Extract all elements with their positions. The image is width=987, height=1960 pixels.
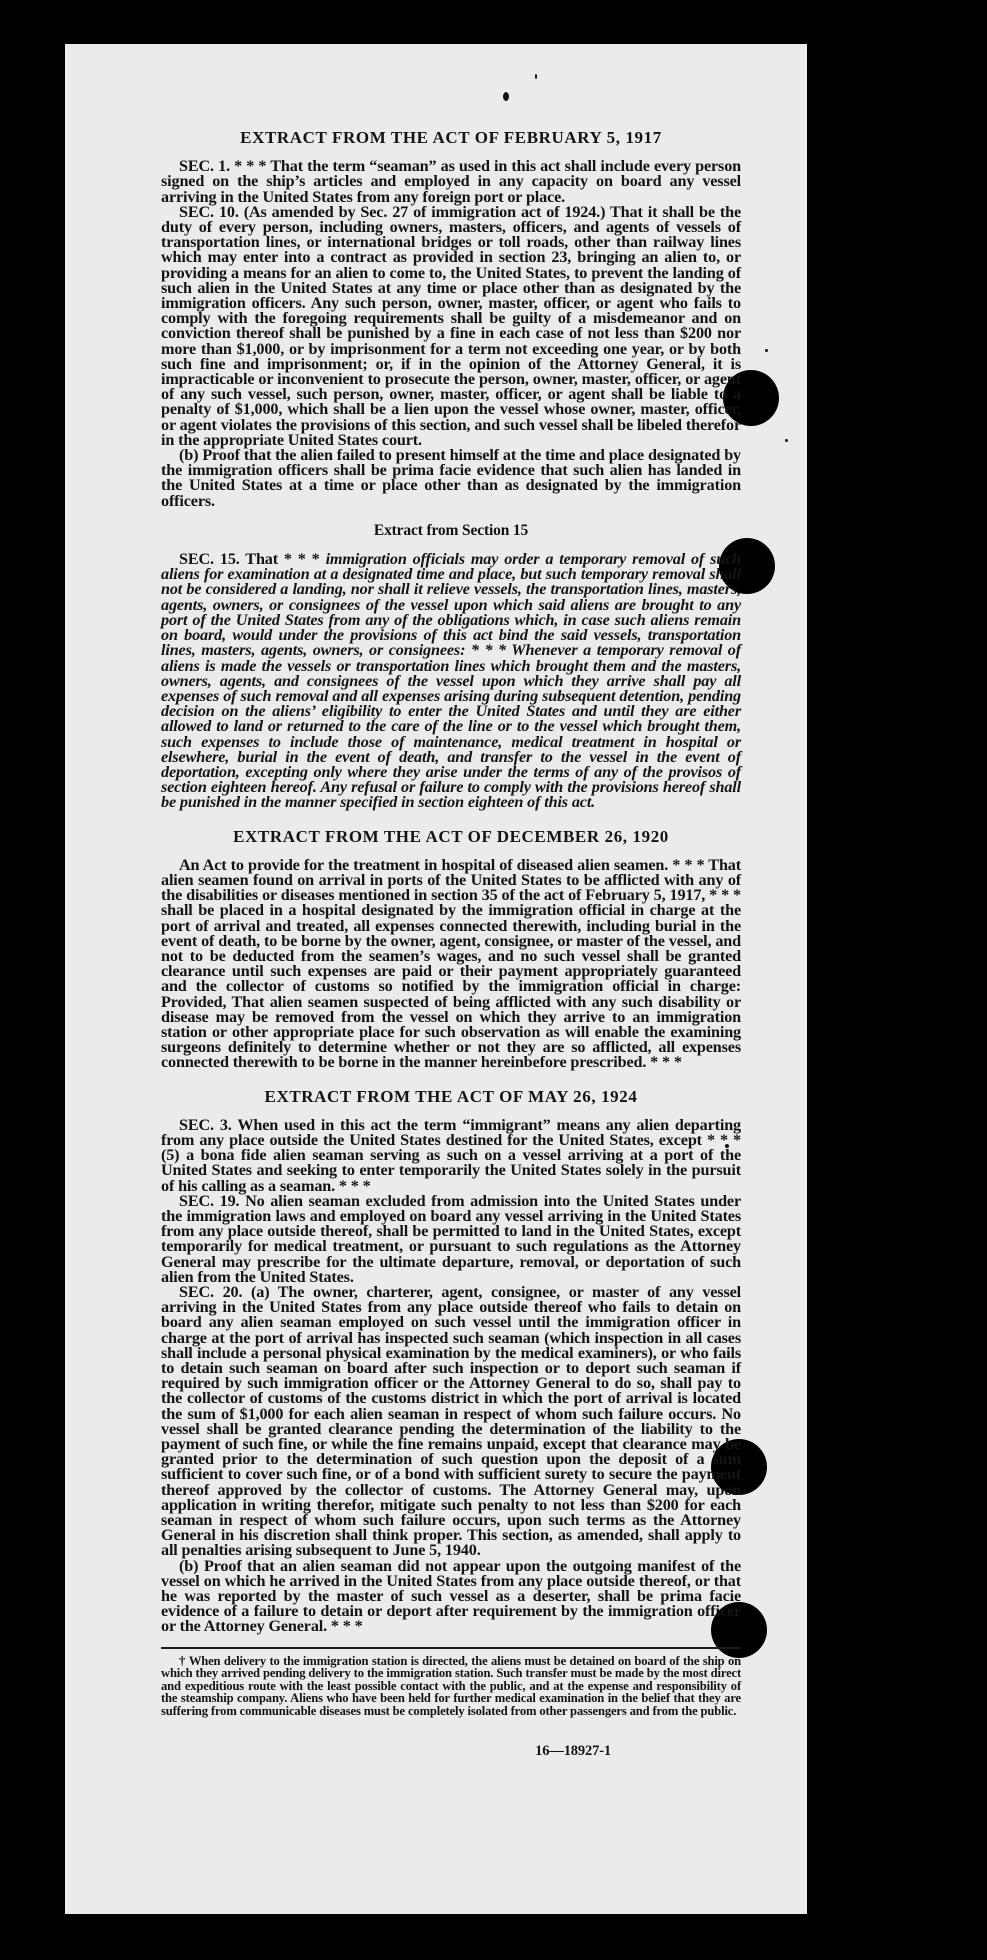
heading-act-dec-1920: EXTRACT FROM THE ACT OF DECEMBER 26, 1920 [233, 826, 669, 846]
sec-15-lead: SEC. 15. That * * * [179, 550, 326, 569]
paragraph-sec-20a: SEC. 20. (a) The owner, charterer, agent, consignee, or master of any vessel arriving in the United States from any place outside thereof who fails to detain on board any alien seaman employed on such vessel until the immigration officer in charge at the port of arrival has inspected such seaman (which inspection in all cases shall include a personal physical examination by the medical examiners), or who fails to detain such seaman on board after such inspection or to deport such seaman if required by such immigration officer or the Attorney General to do so, shall pay to the collector of customs of the customs district in which the port of arrival is located the sum of $1,000 for each alien seaman in respect of whom such failure occurs. No vessel shall be granted clearance pending the determination of the liability to the payment of such fine, or while the fine remains unpaid, except that clearance may be granted prior to the determination of such question upon the deposit of a sum sufficient to cover such fine, or of a bond with sufficient surety to secure the payment thereof approved by the collector of customs. The Attorney General may, upon application in writing therefor, mitigate such penalty to not less than $200 for each seaman in respect of whom such failure occurs, upon such terms as the Attorney General in his discretion shall think proper. This section, as amended, shall apply to all penalties arising subsequent to June 5, 1940. [161, 1283, 741, 1560]
sec-15-body: immigration officials may order a temporary removal of such aliens for examination at a designated time and place, but such temporary removal shall not be considered a landing, nor shall it relieve vessels, the transportation lines, masters, agents, owners, or consignees of the vessel upon which said aliens are brought to any port of the United States from any of the obligations which, in case such aliens remain on board, would under the provisions of this act bind the said vessels, transportation lines, masters, agents, owners, or consignees: * * * Whenever a temporary removal of aliens is made the vessels or transportation lines which brought them and the masters, owners, agents, and consignees of the vessel upon which they arrive shall pay all expenses of such removal and all expenses arising during subsequent detention, pending decision on the aliens’ eligibility to enter the United States and until they are either allowed to land or returned to the care of the line or to the vessel which brought them, such expenses to include those of maintenance, medical treatment in hospital or elsewhere, burial in the event of death, and transfer to the vessel in the event of deportation, excepting only where they arise under the terms of any of the provisos of section eighteen hereof. Any refusal or failure to comply with the provisions hereof shall be punished in the manner specified in section eighteen of this act. [161, 550, 741, 812]
paragraph-sec-19: SEC. 19. No alien seaman excluded from admission into the United States under the immigration laws and employed on board any vessel arriving in the United States from any place outside thereof, shall be permitted to land in the United States, except temporarily for medical treatment, or pursuant to such regulations as the Attorney General may prescribe for the ultimate departure, removal, or deportation of such alien from the United States. [161, 1191, 741, 1286]
section-15-block [161, 552, 741, 810]
paragraph-sec-15 [161, 552, 741, 810]
footnote: † When delivery to the immigration station is directed, the aliens must be detained on board of the ship on which they arrived pending delivery to the immigration station. Such transfer must be made by the most direct and expeditious route with the least possible contact with the public, and at the expense and responsibility of the steamship company. Aliens who have been held for further medical examination in the belief that they are suffering from communicable diseases must be completely isolated from other passengers and from the public. [161, 1653, 741, 1719]
ink-speck [785, 439, 788, 442]
heading-act-may-1924: EXTRACT FROM THE ACT OF MAY 26, 1924 [264, 1086, 638, 1106]
heading-section-15: Extract from Section 15 [373, 521, 529, 539]
paragraph-sec-10b: (b) Proof that the alien failed to present himself at the time and place designated by the immigration officers shall be prima facie evidence that such alien has landed in the United States at a time or place other than as designated by the immigration officers. [161, 446, 741, 510]
document-body [161, 130, 741, 1759]
ink-speck [503, 92, 509, 101]
footnote-divider [161, 1647, 741, 1649]
document-page [65, 44, 807, 1914]
paragraph-sec-20b: (b) Proof that an alien seaman did not appear upon the outgoing manifest of the vessel on which he arrived in the United States from any place outside thereof, or that he was reported by the master of such vessel as a deserter, shall be prima facie evidence of a failure to detain or deport after requirement by the immigration officer or the Attorney General. * * * [161, 1556, 741, 1636]
paragraph-sec-10: SEC. 10. (As amended by Sec. 27 of immigration act of 1924.) That it shall be the duty of every person, including owners, masters, officers, and agents of vessels of transportation lines, or international bridges or toll roads, other than railway lines which may enter into a contract as provided in section 23, bringing an alien to, or providing a means for an alien to come to, the United States, to prevent the landing of such alien in the United States at any time or place other than as designated by the immigration officers. Any such person, owner, master, officer, or agent who fails to comply with the foregoing requirements shall be guilty of a misdemeanor and on conviction thereof shall be punished by a fine in each case of not less than $200 nor more than $1,000, or by imprisonment for a term not exceeding one year, or by both such fine and imprisonment; or, if in the opinion of the Attorney General, it is impracticable or inconvenient to prosecute the person, owner, master, officer, or agent of any such vessel, such person, owner, master, officer, or agent shall be liable to a penalty of $1,000, which shall be a lien upon the vessel whose owner, master, officer, or agent violates the provisions of this section, and such vessel shall be libeled therefor in the appropriate United States court. [161, 202, 741, 449]
paragraph-sec-3: SEC. 3. When used in this act the term “immigrant” means any alien departing from any place outside the United States destined for the United States, except * * * (5) a bona fide alien seaman serving as such on a vessel arriving at a port of the United States and seeking to enter temporarily the United States solely in the pursuit of his calling as a seaman. * * * [161, 1115, 741, 1195]
heading-act-feb-1917: EXTRACT FROM THE ACT OF FEBRUARY 5, 1917 [240, 128, 662, 147]
ink-speck [765, 349, 768, 352]
paragraph-sec-1: SEC. 1. * * * That the term “seaman” as used in this act shall include every person signed on the ship’s articles and employed in any capacity on board any vessel arriving in the United States from any foreign port or place. [161, 157, 741, 206]
paragraph-act-1920: An Act to provide for the treatment in hospital of diseased alien seamen. * * * That alien seamen found on arrival in ports of the United States to be afflicted with any of the disabilities or diseases mentioned in section 35 of the act of February 5, 1917, * * * shall be placed in a hospital designated by the immigration official in charge at the port of arrival and treated, all expenses connected therewith, including burial in the event of death, to be borne by the owner, agent, consignee, or master of the vessel, and not to be deducted from the seamen’s wages, and no such vessel shall be granted clearance until such expenses are paid or their payment appropriately guaranteed and the collector of customs so notified by the immigration official in charge: Provided, That alien seamen suspected of being afflicted with any such disability or disease may be removed from the vessel on which they arrive to an immigration station or other appropriate place for such observation as will enable the examining surgeons definitely to determine whether or not they are so afflicted, all expenses connected therewith to be borne in the manner hereinbefore prescribed. * * * [161, 855, 741, 1072]
ink-speck [535, 74, 537, 79]
document-number: 16—18927-1 [535, 1742, 611, 1759]
